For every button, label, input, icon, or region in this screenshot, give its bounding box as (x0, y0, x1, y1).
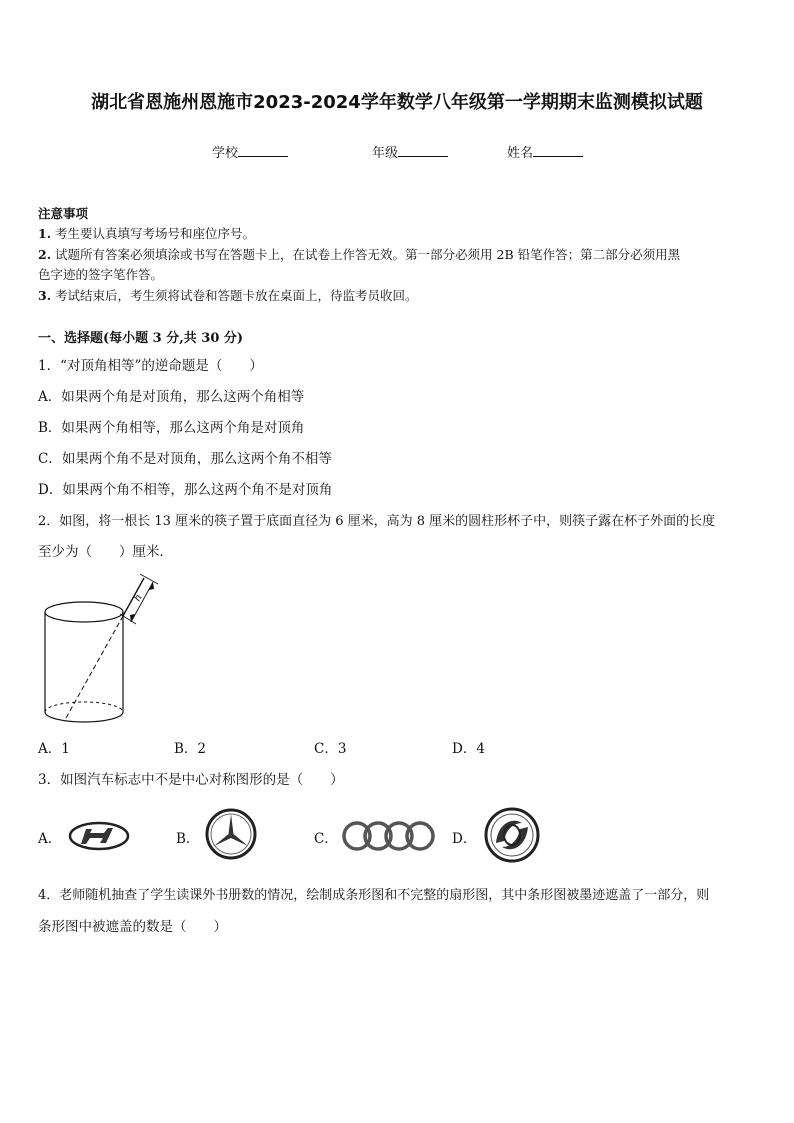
h-label: h (132, 592, 145, 604)
note-text: 试题所有答案必须填涂或书写在答题卡上，在试卷上作答无效。第一部分必须用 2B 铅笔作答；第二部分必须用黑 (55, 247, 681, 262)
dongfeng-logo-icon[interactable] (482, 805, 542, 865)
hyundai-logo-icon[interactable] (68, 821, 130, 851)
name-field (507, 142, 583, 161)
mercedes-logo-icon[interactable] (204, 807, 258, 861)
q3-option-a-label[interactable]: A． (38, 831, 62, 847)
q2-stem-line2: 至少为（ ）厘米． (38, 544, 173, 560)
q3-option-c-label[interactable]: C． (314, 831, 338, 847)
q2-stem-line1: 2．如图，将一根长 13 厘米的筷子置于底面直径为 6 厘米，高为 8 厘米的圆柱形杯子中，则筷子露在杯子外面的长度 (38, 514, 716, 529)
grade-label: 年级 (372, 146, 399, 161)
q1-stem: 1．“对顶角相等”的逆命题是（ ） (38, 358, 263, 374)
q3-option-b-label[interactable]: B． (176, 831, 200, 847)
q1-option-c[interactable]: C．如果两个角不是对顶角，那么这两个角不相等 (38, 451, 332, 467)
q1-option-b[interactable]: B．如果两个角相等，那么这两个角是对顶角 (38, 420, 305, 436)
note-text: 色字迹的签字笔作答。 (38, 267, 164, 282)
q3-stem: 3．如图汽车标志中不是中心对称图形的是（ ） (38, 772, 344, 788)
note-text: 考生要认真填写考场号和座位序号。 (55, 226, 256, 241)
note-item (38, 224, 255, 242)
q2-option-a[interactable]: A．1 (38, 741, 70, 757)
section-heading: 一、选择题(每小题 3 分,共 30 分) (38, 331, 244, 346)
notes-title: 注意事项 (38, 206, 89, 221)
q2-option-c[interactable]: C．3 (314, 741, 347, 757)
chopstick-inside (66, 616, 123, 718)
q4-stem-line1: 4．老师随机抽查了学生读课外书册数的情况，绘制成条形图和不完整的扇形图，其中条形图被墨迹遮盖了一部分，则 (38, 888, 710, 903)
note-item (38, 245, 680, 263)
q2-option-b[interactable]: B．2 (174, 741, 207, 757)
note-number: 3. (38, 288, 52, 303)
name-label: 姓名 (507, 146, 534, 161)
cylinder-bottom-back (45, 702, 123, 712)
school-label: 学校 (212, 146, 239, 161)
cylinder-top (45, 602, 123, 622)
cylinder-bottom-front (45, 712, 123, 722)
q2-options (38, 737, 794, 757)
h-arrow-top (149, 582, 154, 590)
note-text: 考试结束后，考生须将试卷和答题卡放在桌面上，待监考员收回。 (55, 288, 418, 303)
note-number: 1. (38, 226, 52, 241)
grade-field (372, 142, 448, 161)
q1-option-d[interactable]: D．如果两个角不相等，那么这两个角不是对顶角 (38, 482, 333, 498)
cylinder-chopstick-figure (36, 568, 166, 728)
note-number: 2. (38, 247, 52, 262)
q3-option-d-label[interactable]: D． (452, 831, 477, 847)
note-item (38, 286, 418, 304)
q2-option-d[interactable]: D．4 (452, 741, 485, 757)
q3-options (38, 805, 558, 865)
school-field (212, 142, 288, 161)
q1-option-a[interactable]: A．如果两个角是对顶角，那么这两个角相等 (38, 389, 305, 405)
audi-logo-icon[interactable] (340, 819, 438, 853)
school-blank[interactable] (238, 144, 288, 157)
grade-blank[interactable] (398, 144, 448, 157)
q4-stem-line2: 条形图中被遮盖的数是（ ） (38, 919, 227, 935)
page-title: 湖北省恩施州恩施市2023-2024学年数学八年级第一学期期末监测模拟试题 (91, 92, 703, 113)
note-item (38, 265, 163, 283)
name-blank[interactable] (533, 144, 583, 157)
